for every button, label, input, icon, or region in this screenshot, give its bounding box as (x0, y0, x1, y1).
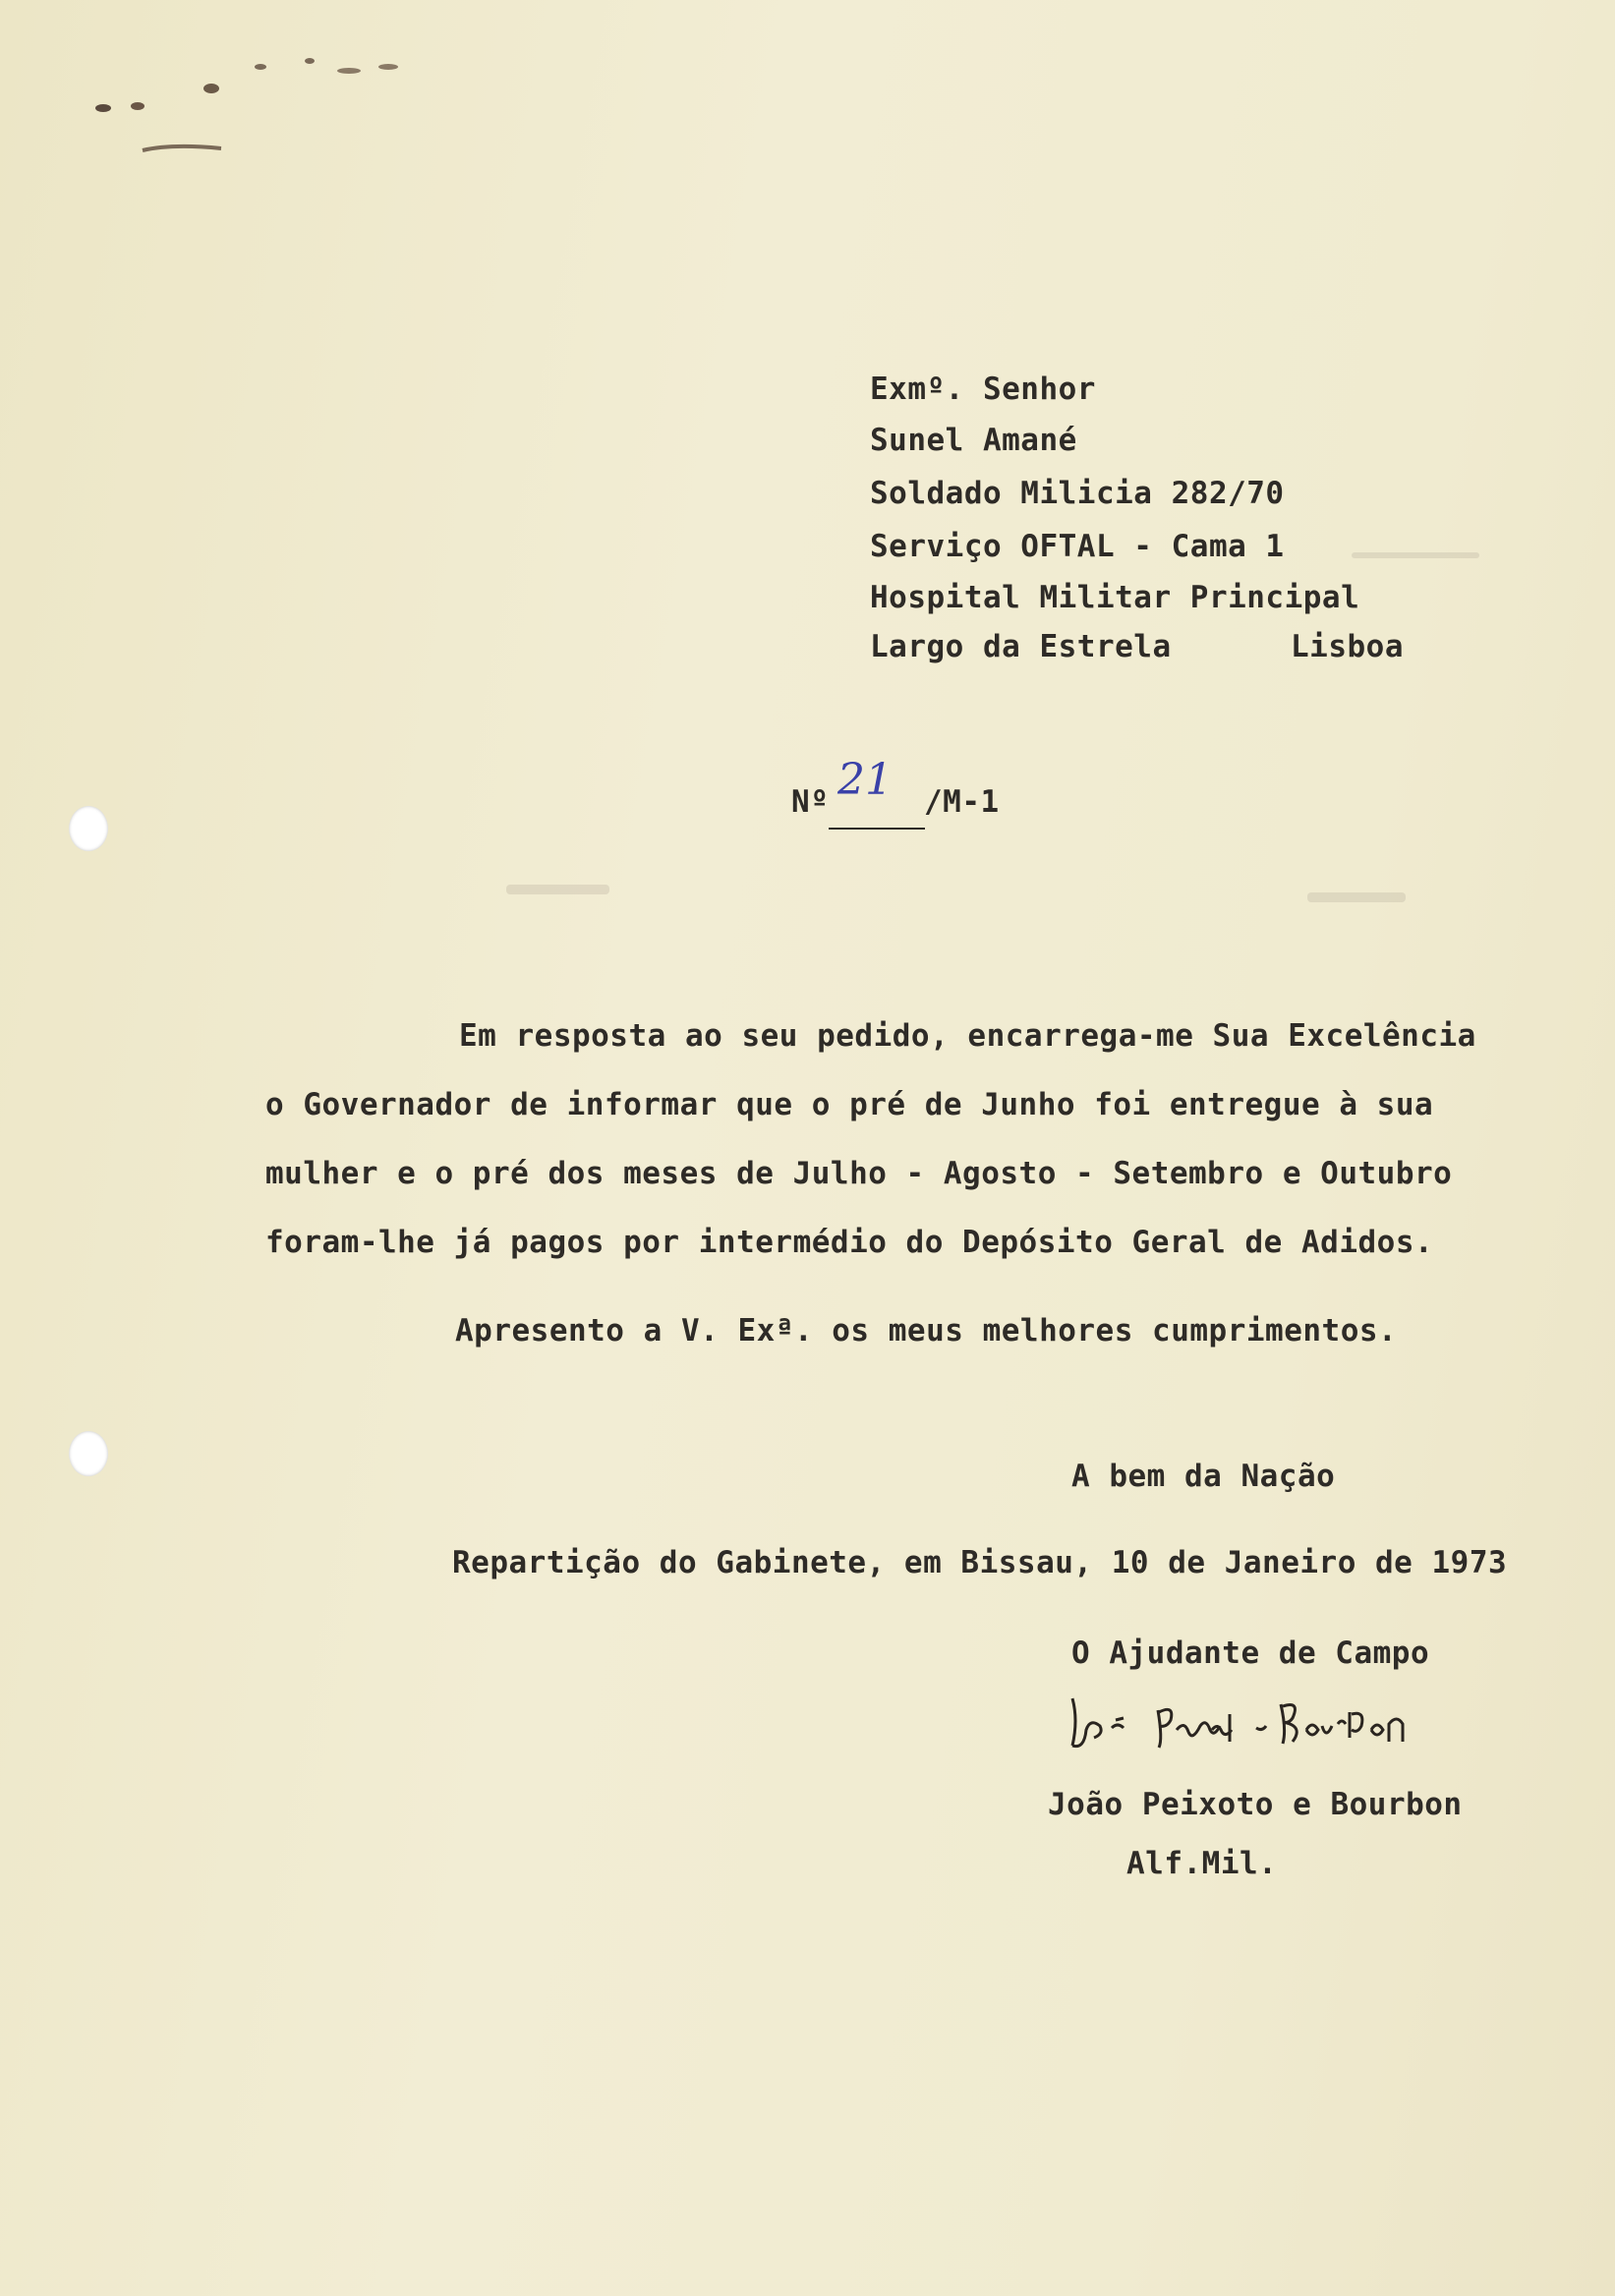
reference-handwritten-number: 21 (837, 755, 893, 805)
address-salutation: Exmº. Senhor (870, 372, 1096, 407)
signer-rank: Alf.Mil. (1126, 1846, 1278, 1881)
address-street: Largo da Estrela (870, 629, 1172, 664)
address-name: Sunel Amané (870, 423, 1077, 458)
punch-hole-top (69, 806, 108, 851)
address-service: Serviço OFTAL - Cama 1 (870, 529, 1285, 564)
body-line: mulher e o pré dos meses de Julho - Agosto - Setembro e Outubro (265, 1156, 1453, 1191)
body-line: o Governador de informar que o pré de Junho foi entregue à sua (265, 1087, 1434, 1122)
body-closing-line: Apresento a V. Exª. os meus melhores cumprimentos. (455, 1313, 1398, 1349)
ink-stain-marks (93, 49, 447, 167)
address-institution: Hospital Militar Principal (870, 580, 1360, 615)
address-city: Lisboa (1291, 629, 1404, 664)
smudge-mark (1307, 892, 1406, 902)
address-rank: Soldado Milicia 282/70 (870, 476, 1285, 511)
reference-suffix: /M-1 (924, 784, 1000, 820)
closing-place-date: Repartição do Gabinete, em Bissau, 10 de Janeiro de 1973 (452, 1545, 1508, 1580)
signer-title: O Ajudante de Campo (1071, 1636, 1430, 1671)
reference-prefix: Nº (791, 784, 830, 820)
punch-hole-bottom (69, 1431, 108, 1476)
smudge-mark (1352, 552, 1479, 558)
body-line: Em resposta ao seu pedido, encarrega-me Sua Excelência (459, 1018, 1476, 1054)
signer-name: João Peixoto e Bourbon (1048, 1787, 1463, 1822)
closing-motto: A bem da Nação (1071, 1459, 1336, 1494)
reference-blank-line (829, 828, 925, 830)
smudge-mark (506, 885, 609, 894)
handwritten-signature (1065, 1691, 1418, 1753)
body-line: foram-lhe já pagos por intermédio do Depósito Geral de Adidos. (265, 1225, 1434, 1260)
